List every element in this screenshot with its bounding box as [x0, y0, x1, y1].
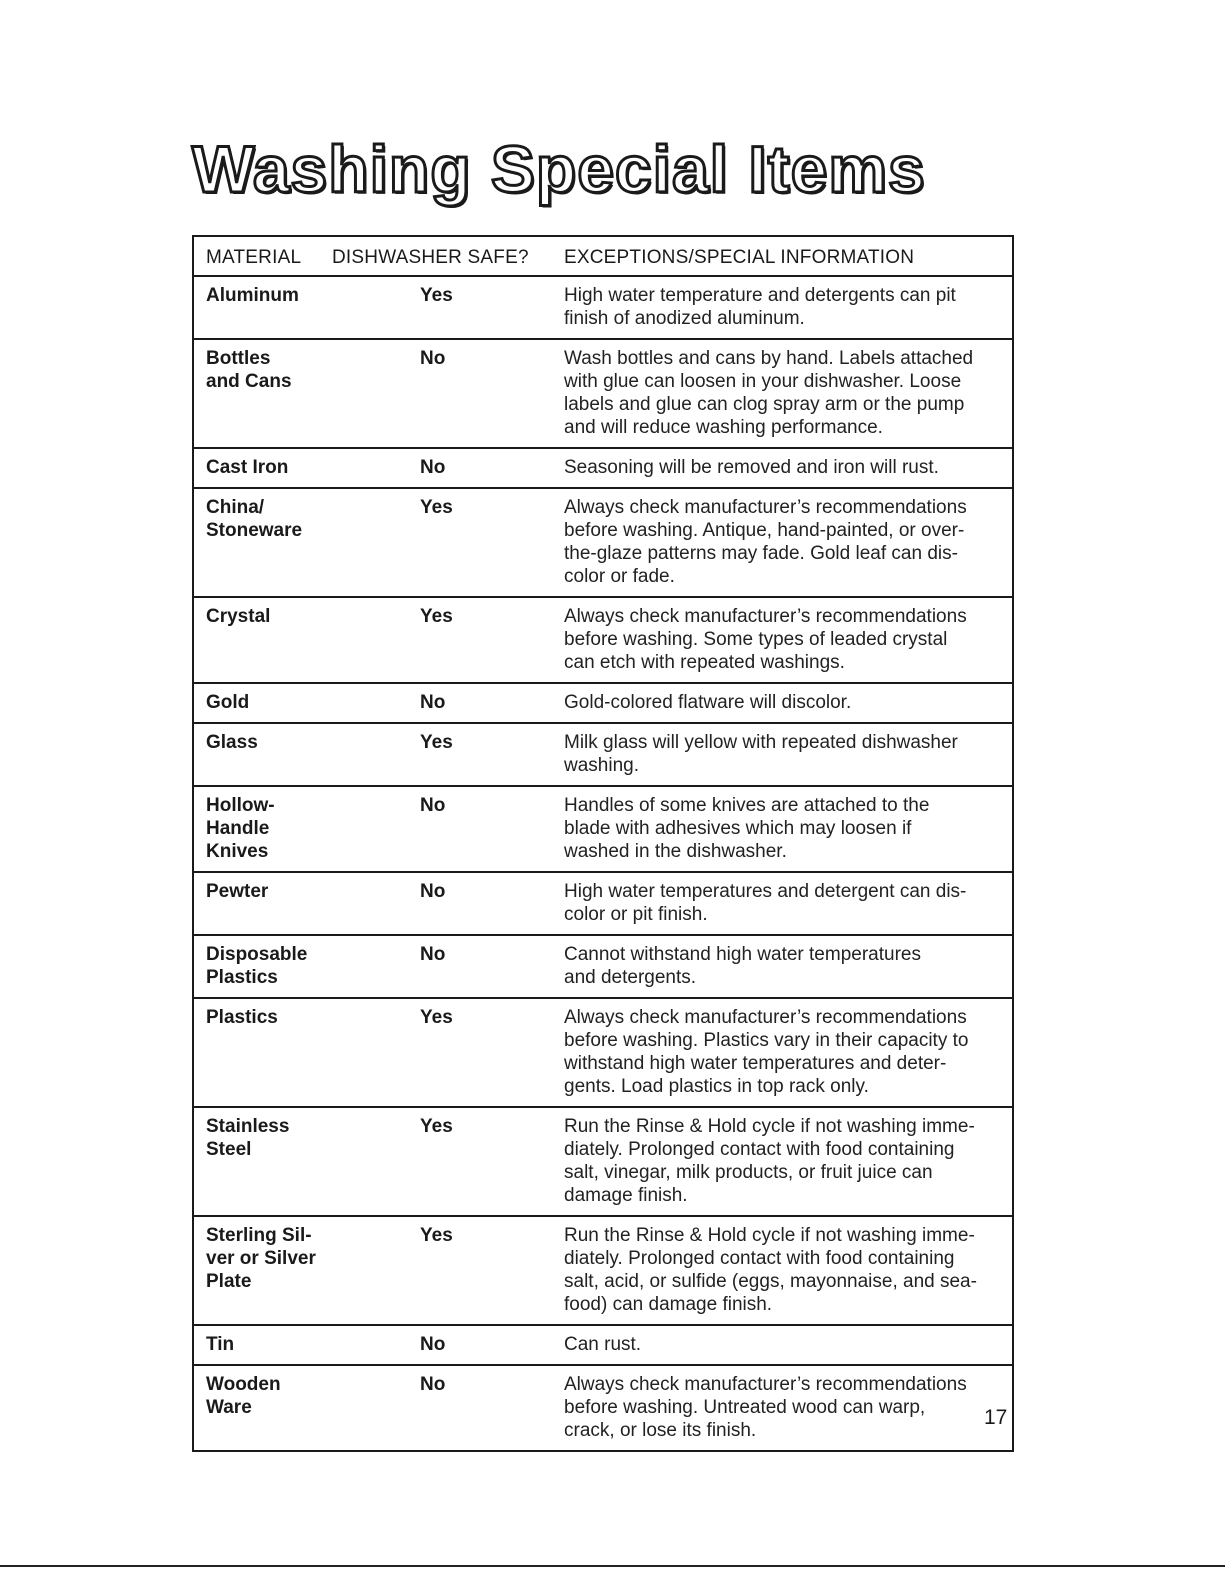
table-row	[194, 934, 1012, 997]
material-cell: Plastics	[206, 1007, 278, 1028]
material-cell: Glass	[206, 732, 258, 753]
material-cell: Hollow- Handle Knives	[206, 795, 275, 862]
header-dishwasher-safe: DISHWASHER SAFE?	[332, 247, 529, 268]
table-row	[194, 1106, 1012, 1215]
info-cell: Handles of some knives are attached to the blade with adhesives which may loosen if washed in the dishwasher.	[564, 795, 930, 862]
table-row	[194, 785, 1012, 871]
material-cell: Crystal	[206, 606, 271, 627]
page-title: Washing Special Items	[192, 132, 926, 206]
material-cell: Pewter	[206, 881, 269, 902]
safe-cell: Yes	[420, 285, 453, 306]
material-cell: China/ Stoneware	[206, 497, 303, 541]
info-cell: High water temperature and detergents can pit finish of anodized aluminum.	[564, 285, 956, 329]
safe-cell: No	[420, 881, 446, 902]
safe-cell: No	[420, 1334, 446, 1355]
material-cell: Bottles and Cans	[206, 348, 292, 392]
material-cell: Disposable Plastics	[206, 944, 308, 988]
info-cell: Always check manufacturer’s recommendations before washing. Antique, hand-painted, or over- the-glaze patterns may fade. Gold leaf can dis- color or fade.	[564, 497, 967, 587]
info-cell: Always check manufacturer’s recommendations before washing. Some types of leaded crystal can etch with repeated washings.	[564, 606, 967, 673]
safe-cell: Yes	[420, 497, 453, 518]
table-row	[194, 997, 1012, 1106]
info-cell: Run the Rinse & Hold cycle if not washing imme- diately. Prolonged contact with food containing salt, acid, or sulfide (eggs, mayonnaise, and sea- food) can damage finish.	[564, 1225, 977, 1315]
table-row	[194, 596, 1012, 682]
material-cell: Sterling Sil- ver or Silver Plate	[206, 1225, 316, 1292]
info-cell: Gold-colored flatware will discolor.	[564, 692, 852, 713]
safe-cell: No	[420, 348, 446, 369]
page-number: 17	[984, 1406, 1008, 1429]
safe-cell: Yes	[420, 1007, 453, 1028]
info-cell: Cannot withstand high water temperatures and detergents.	[564, 944, 921, 988]
info-cell: Always check manufacturer’s recommendations before washing. Plastics vary in their capacity to withstand high water temperatures and deter- gents. Load plastics in top rack only.	[564, 1007, 969, 1097]
safe-cell: No	[420, 795, 446, 816]
table-row	[194, 1364, 1012, 1450]
safe-cell: No	[420, 692, 446, 713]
safe-cell: Yes	[420, 1116, 453, 1137]
header-exceptions: EXCEPTIONS/SPECIAL INFORMATION	[564, 247, 915, 268]
table-row	[194, 487, 1012, 596]
info-cell: High water temperatures and detergent can dis- color or pit finish.	[564, 881, 967, 925]
material-cell: Aluminum	[206, 285, 299, 306]
table-row	[194, 1215, 1012, 1324]
material-cell: Wooden Ware	[206, 1374, 281, 1418]
material-cell: Cast Iron	[206, 457, 289, 478]
table-row	[194, 1324, 1012, 1364]
material-cell: Stainless Steel	[206, 1116, 290, 1160]
info-cell: Milk glass will yellow with repeated dishwasher washing.	[564, 732, 958, 776]
table-row	[194, 682, 1012, 722]
safe-cell: No	[420, 457, 446, 478]
bottom-divider	[0, 1565, 1225, 1567]
header-material: MATERIAL	[206, 247, 302, 268]
safe-cell: No	[420, 1374, 446, 1395]
table-row	[194, 275, 1012, 338]
info-cell: Wash bottles and cans by hand. Labels attached with glue can loosen in your dishwasher. Loose labels and glue can clog spray arm or the pump and will reduce washing performance.	[564, 348, 974, 438]
table-row	[194, 722, 1012, 785]
material-cell: Tin	[206, 1334, 235, 1355]
info-cell: Seasoning will be removed and iron will rust.	[564, 457, 939, 478]
table-row	[194, 447, 1012, 487]
table-row	[194, 871, 1012, 934]
info-cell: Always check manufacturer’s recommendations before washing. Untreated wood can warp, crack, or lose its finish.	[564, 1374, 967, 1441]
table-row	[194, 338, 1012, 447]
safe-cell: No	[420, 944, 446, 965]
safe-cell: Yes	[420, 606, 453, 627]
safe-cell: Yes	[420, 732, 453, 753]
info-cell: Run the Rinse & Hold cycle if not washing imme- diately. Prolonged contact with food containing salt, vinegar, milk products, or fruit juice can damage finish.	[564, 1116, 975, 1206]
material-cell: Gold	[206, 692, 250, 713]
table-header-row	[194, 237, 1012, 275]
info-cell: Can rust.	[564, 1334, 642, 1355]
safe-cell: Yes	[420, 1225, 453, 1246]
special-items-table	[192, 235, 1014, 1452]
